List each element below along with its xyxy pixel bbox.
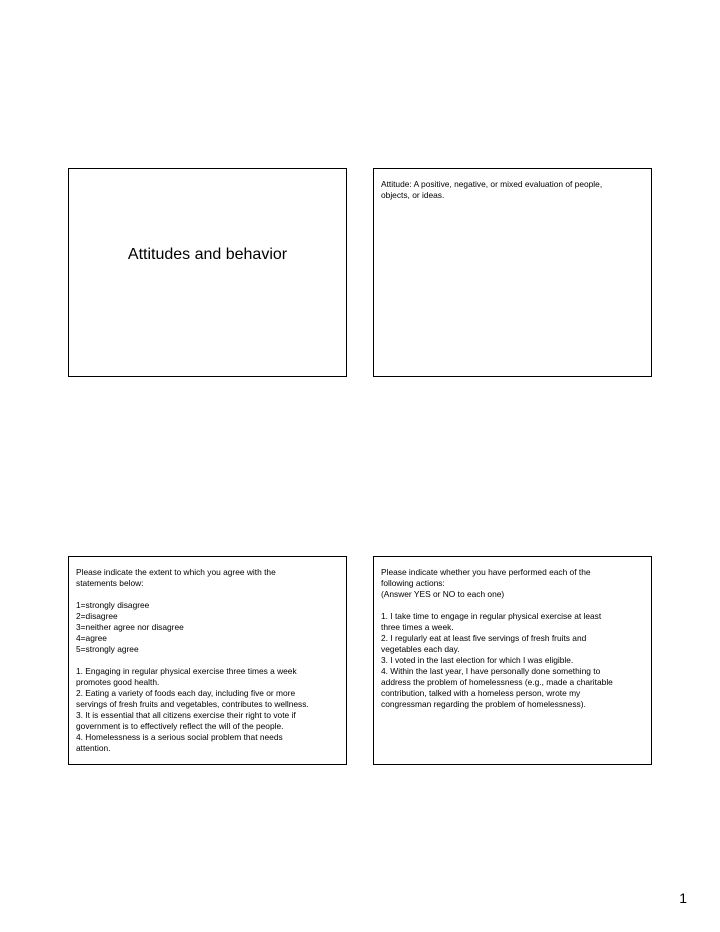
text-line: Attitude: A positive, negative, or mixed evaluation of people,: [381, 179, 603, 189]
action-line: congressman regarding the problem of homelessness).: [381, 699, 586, 709]
text-line: statements below:: [76, 578, 144, 588]
slide-definition: [373, 168, 652, 377]
action-line: 1. I take time to engage in regular physical exercise at least: [381, 611, 602, 621]
scale-option: 5=strongly agree: [76, 644, 139, 654]
action-line: address the problem of homelessness (e.g., made a charitable: [381, 677, 613, 687]
text-line: Please indicate whether you have performed each of the: [381, 567, 591, 577]
action-line: vegetables each day.: [381, 644, 460, 654]
slide-title-card: [68, 168, 347, 377]
statement-line: attention.: [76, 743, 111, 753]
text-line: (Answer YES or NO to each one): [381, 589, 505, 599]
statement-line: 3. It is essential that all citizens exercise their right to vote if: [76, 710, 296, 720]
action-line: three times a week.: [381, 622, 454, 632]
blank-line: [381, 600, 645, 611]
statement-line: 4. Homelessness is a serious social problem that needs: [76, 732, 283, 742]
statement-line: 2. Eating a variety of foods each day, including five or more: [76, 688, 296, 698]
action-line: 3. I voted in the last election for which I was eligible.: [381, 655, 574, 665]
statement-line: government is to effectively reflect the will of the people.: [76, 721, 284, 731]
slide-title: Attitudes and behavior: [127, 246, 288, 263]
action-line: 4. Within the last year, I have personally done something to: [381, 666, 601, 676]
blank-line: [76, 589, 340, 600]
scale-option: 3=neither agree nor disagree: [76, 622, 184, 632]
blank-line: [76, 655, 340, 666]
page-number: 1: [679, 890, 687, 906]
action-line: 2. I regularly eat at least five servings of fresh fruits and: [381, 633, 587, 643]
statement-line: promotes good health.: [76, 677, 160, 687]
text-line: objects, or ideas.: [381, 190, 445, 200]
slide-behavior-survey: [373, 556, 652, 765]
survey-text: [76, 567, 340, 754]
behavior-text: [381, 567, 645, 710]
slide-attitude-survey: [68, 556, 347, 765]
text-line: following actions:: [381, 578, 445, 588]
text-line: Please indicate the extent to which you agree with the: [76, 567, 276, 577]
scale-option: 4=agree: [76, 633, 107, 643]
action-line: contribution, talked with a homeless person, wrote my: [381, 688, 581, 698]
definition-text: [381, 179, 645, 201]
scale-option: 1=strongly disagree: [76, 600, 150, 610]
statement-line: 1. Engaging in regular physical exercise three times a week: [76, 666, 297, 676]
statement-line: servings of fresh fruits and vegetables, contributes to wellness.: [76, 699, 309, 709]
scale-option: 2=disagree: [76, 611, 118, 621]
